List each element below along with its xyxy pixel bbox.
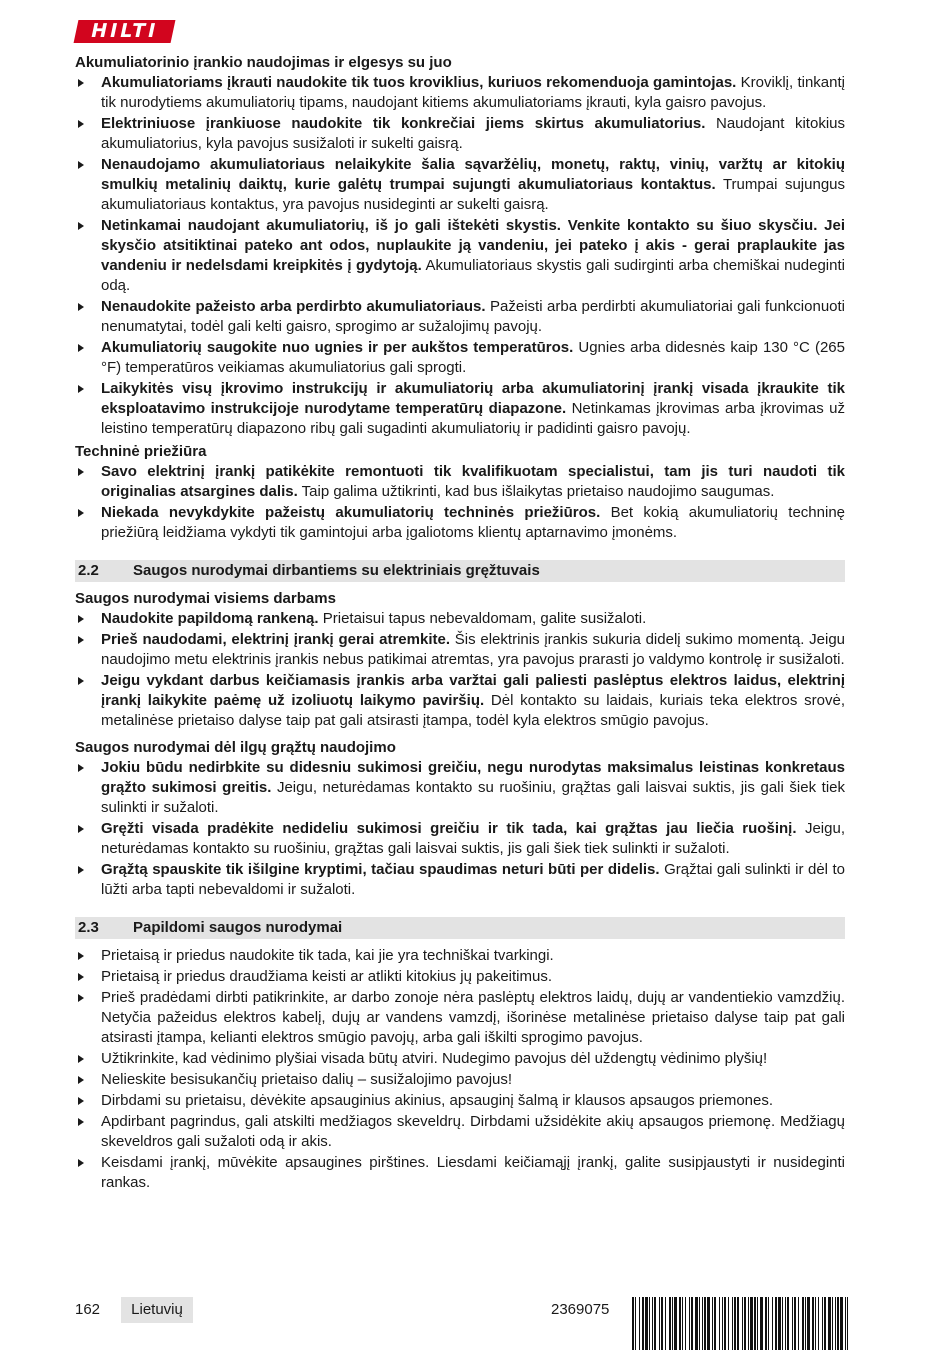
item-text: Dėl kontakto su laidais, kuriais teka elektros srovė, metalinėse prietaiso dalyse taip pat gali atsirasti įtampa, todėl kyla elektros smūgio pavojus. <box>101 692 846 729</box>
item-bold: Naudokite papildomą rankeną. <box>101 610 319 627</box>
item-text: Jeigu, neturėdamas kontakto su ruošiniu, grąžtas gali laisvai suktis, jis gali šiek tiek sulinkti ir sužaloti. <box>101 820 845 857</box>
list-item: Prietaisą ir priedus naudokite tik tada, kai jie yra techniškai tvarkingi. <box>75 946 845 966</box>
page-content <box>75 53 845 1194</box>
chapter-number: 2.3 <box>78 919 99 936</box>
battery-list <box>75 73 845 439</box>
barcode-icon <box>632 1297 848 1350</box>
item-text: Šis elektrinis įrankis sukuria didelį sukimo momentą. Jeigu naudojimo metu elektrinis įrankis nebus patikimai atremtas, yra pavojus prarasti jo valdymo kontrolę ir susižaloti. <box>101 631 845 668</box>
list-item <box>75 860 845 900</box>
item-bold: Niekada nevykdykite pažeistų akumuliatorių techninės priežiūros. <box>101 504 601 521</box>
item-text: Netinkamas įkrovimas arba įkrovimas už leistino temperatūrų diapazono ribų gali sugadinti akumuliatorių ir padidinti gaisro pavojų. <box>101 400 845 437</box>
list-item <box>75 671 845 731</box>
item-bold: Prieš naudodami, elektrinį įrankį gerai atremkite. <box>101 631 450 648</box>
item-text: Grąžtai gali sulinkti ir dėl to lūžti arba tapti nebevaldomi ir sužaloti. <box>101 861 846 898</box>
list-item <box>75 630 845 670</box>
list-item <box>75 297 845 337</box>
chapter-2-3-heading <box>75 917 845 939</box>
item-text: Kroviklį, tinkantį tik nurodytiems akumuliatorių tipams, naudojant kitiems akumuliatoriams įkrauti, kyla gaisro pavojus. <box>101 74 845 111</box>
item-bold: Akumuliatoriams įkrauti naudokite tik tuos kroviklius, kuriuos rekomenduoja gamintojas. <box>101 74 737 91</box>
list-item: Prieš pradėdami dirbti patikrinkite, ar darbo zonoje nėra paslėptų elektros laidų, dujų ar vandentiekio vamzdžių. Netyčia pažeidus elektros kabelį, dujų ar vandens vamzdį, išorinėse metalinėse prietaiso dalyse taip pat gali atsirasti įtampa, kelianti elektros smūgio pavojų, arba gali iškilti sprogimo pavojus. <box>75 988 845 1048</box>
list-item: Apdirbant pagrindus, gali atskilti medžiagos skeveldrų. Dirbdami užsidėkite akių apsaugos priemonę. Medžiagų skeveldros gali sužaloti odą ir akis. <box>75 1112 845 1152</box>
list-item: Nelieskite besisukančių prietaiso dalių – susižalojimo pavojus! <box>75 1070 845 1090</box>
item-bold: Savo elektrinį įrankį patikėkite remontuoti tik kvalifikuotam specialistui, tam jis turi naudoti tik originalias atsargines dalis. <box>101 463 845 500</box>
item-bold: Jokiu būdu nedirbkite su didesniu sukimosi greičiu, negu nurodytas maksimalus leistinas konkretaus grąžto sukimosi greitis. <box>101 759 845 796</box>
item-bold: Elektriniuose įrankiuose naudokite tik konkrečiai jiems skirtus akumuliatorius. <box>101 115 706 132</box>
list-item <box>75 819 845 859</box>
list-item <box>75 155 845 215</box>
list-item <box>75 114 845 154</box>
item-bold: Gręžti visada pradėkite nedideliu sukimosi greičiu ir tik tada, kai grąžtas jau liečia ruošinį. <box>101 820 797 837</box>
list-item <box>75 379 845 439</box>
item-text: Taip galima užtikrinti, kad bus išlaikytas prietaiso naudojimo saugumas. <box>297 483 775 500</box>
page-number: 162 <box>75 1301 101 1318</box>
hilti-logo: HILTI <box>74 20 176 43</box>
additional-safety-list <box>75 946 845 1193</box>
item-bold: Nenaudokite pažeisto arba perdirbto akumuliatoriaus. <box>101 298 486 315</box>
item-bold: Nenaudojamo akumuliatoriaus nelaikykite šalia sąvaržėlių, monetų, raktų, vinių, varžtų ar kitokių smulkių metalinių daiktų, kurie galėtų trumpai sujungti akumuliatoriaus kontaktus. <box>101 156 845 193</box>
general-safety-list <box>75 609 845 731</box>
item-text: Prietaisui tapus nebevaldomam, galite susižaloti. <box>318 610 647 627</box>
language-label: Lietuvių <box>121 1297 193 1323</box>
list-item: Prietaisą ir priedus draudžiama keisti ar atlikti kitokius jų pakeitimus. <box>75 967 845 987</box>
item-bold: Akumuliatorių saugokite nuo ugnies ir per aukštos temperatūros. <box>101 339 574 356</box>
list-item <box>75 216 845 296</box>
maintenance-section-title: Techninė priežiūra <box>75 443 207 460</box>
chapter-2-2-heading <box>75 560 845 582</box>
item-text: Akumuliatoriaus skystis gali sudirginti arba chemiškai nudeginti odą. <box>101 257 845 294</box>
list-item <box>75 609 845 629</box>
item-bold: Netinkamai naudojant akumuliatorių, iš jo gali ištekėti skystis. Venkite kontakto su šiuo skysčiu. Jei skysčio atsitiktinai pateko ant odos, nuplaukite ją vandeniu, jei pateko į akis - gerai praplaukite jas vandeniu ir nedelsdami kreipkitės į gydytoją. <box>101 217 845 274</box>
chapter-number: 2.2 <box>78 562 99 579</box>
page-footer <box>75 1297 850 1327</box>
item-text: Bet kokią akumuliatorių techninę priežiūrą leidžiama vykdyti tik gamintojui arba įgaliotoms klientų aptarnavimo įmonėms. <box>101 504 845 541</box>
item-bold: Jeigu vykdant darbus keičiamasis įrankis arba varžtai gali paliesti paslėptus elektros laidus, elektrinį įrankį laikykite paėmę už izoliuotų laikymo paviršių. <box>101 672 845 709</box>
long-drill-list <box>75 758 845 900</box>
item-text: Jeigu, neturėdamas kontakto su ruošiniu, grąžtas gali laisvai suktis, jis gali šiek tiek sulinkti ir sužaloti. <box>101 779 846 816</box>
list-item <box>75 758 845 818</box>
item-bold: Grąžtą spauskite tik išilgine kryptimi, tačiau spaudimas neturi būti per didelis. <box>101 861 660 878</box>
list-item: Užtikrinkite, kad vėdinimo plyšiai visada būtų atviri. Nudegimo pavojus dėl uždengtų vėdinimo plyšių! <box>75 1049 845 1069</box>
item-bold: Laikykitės visų įkrovimo instrukcijų ir akumuliatorių arba akumuliatorinį įrankį visada įkraukite tik eksploatavimo instrukcijoje nurodytame temperatūrų diapazone. <box>101 380 845 417</box>
subsection-title: Saugos nurodymai visiems darbams <box>75 590 336 607</box>
item-text: Naudojant kitokius akumuliatorius, kyla pavojus susižaloti ir sukelti gaisrą. <box>101 115 845 152</box>
list-item <box>75 503 845 543</box>
chapter-title: Papildomi saugos nurodymai <box>133 919 343 936</box>
list-item: Dirbdami su prietaisu, dėvėkite apsauginius akinius, apsauginį šalmą ir klausos apsaugos priemones. <box>75 1091 845 1111</box>
maintenance-list <box>75 462 845 543</box>
document-number: 2369075 <box>551 1301 610 1318</box>
list-item: Keisdami įrankį, mūvėkite apsaugines pirštines. Liesdami keičiamąjį įrankį, galite susipjaustyti ir nusideginti rankas. <box>75 1153 845 1193</box>
item-text: Pažeisti arba perdirbti akumuliatoriai gali funkcionuoti nenumatytai, todėl gali kelti gaisro, sprogimo ar sužalojimų pavojų. <box>101 298 845 335</box>
list-item <box>75 462 845 502</box>
chapter-title: Saugos nurodymai dirbantiems su elektriniais gręžtuvais <box>133 562 540 579</box>
battery-section-title: Akumuliatorinio įrankio naudojimas ir elgesys su juo <box>75 54 452 71</box>
subsection-title: Saugos nurodymai dėl ilgų grąžtų naudojimo <box>75 739 396 756</box>
list-item <box>75 73 845 113</box>
item-text: Ugnies arba didesnės kaip 130 °C (265 °F) temperatūros veikiamas akumuliatorius gali sprogti. <box>101 339 845 376</box>
item-text: Trumpai sujungus akumuliatoriaus kontaktus, yra pavojus nusideginti ar sukelti gaisrą. <box>101 176 845 213</box>
list-item <box>75 338 845 378</box>
